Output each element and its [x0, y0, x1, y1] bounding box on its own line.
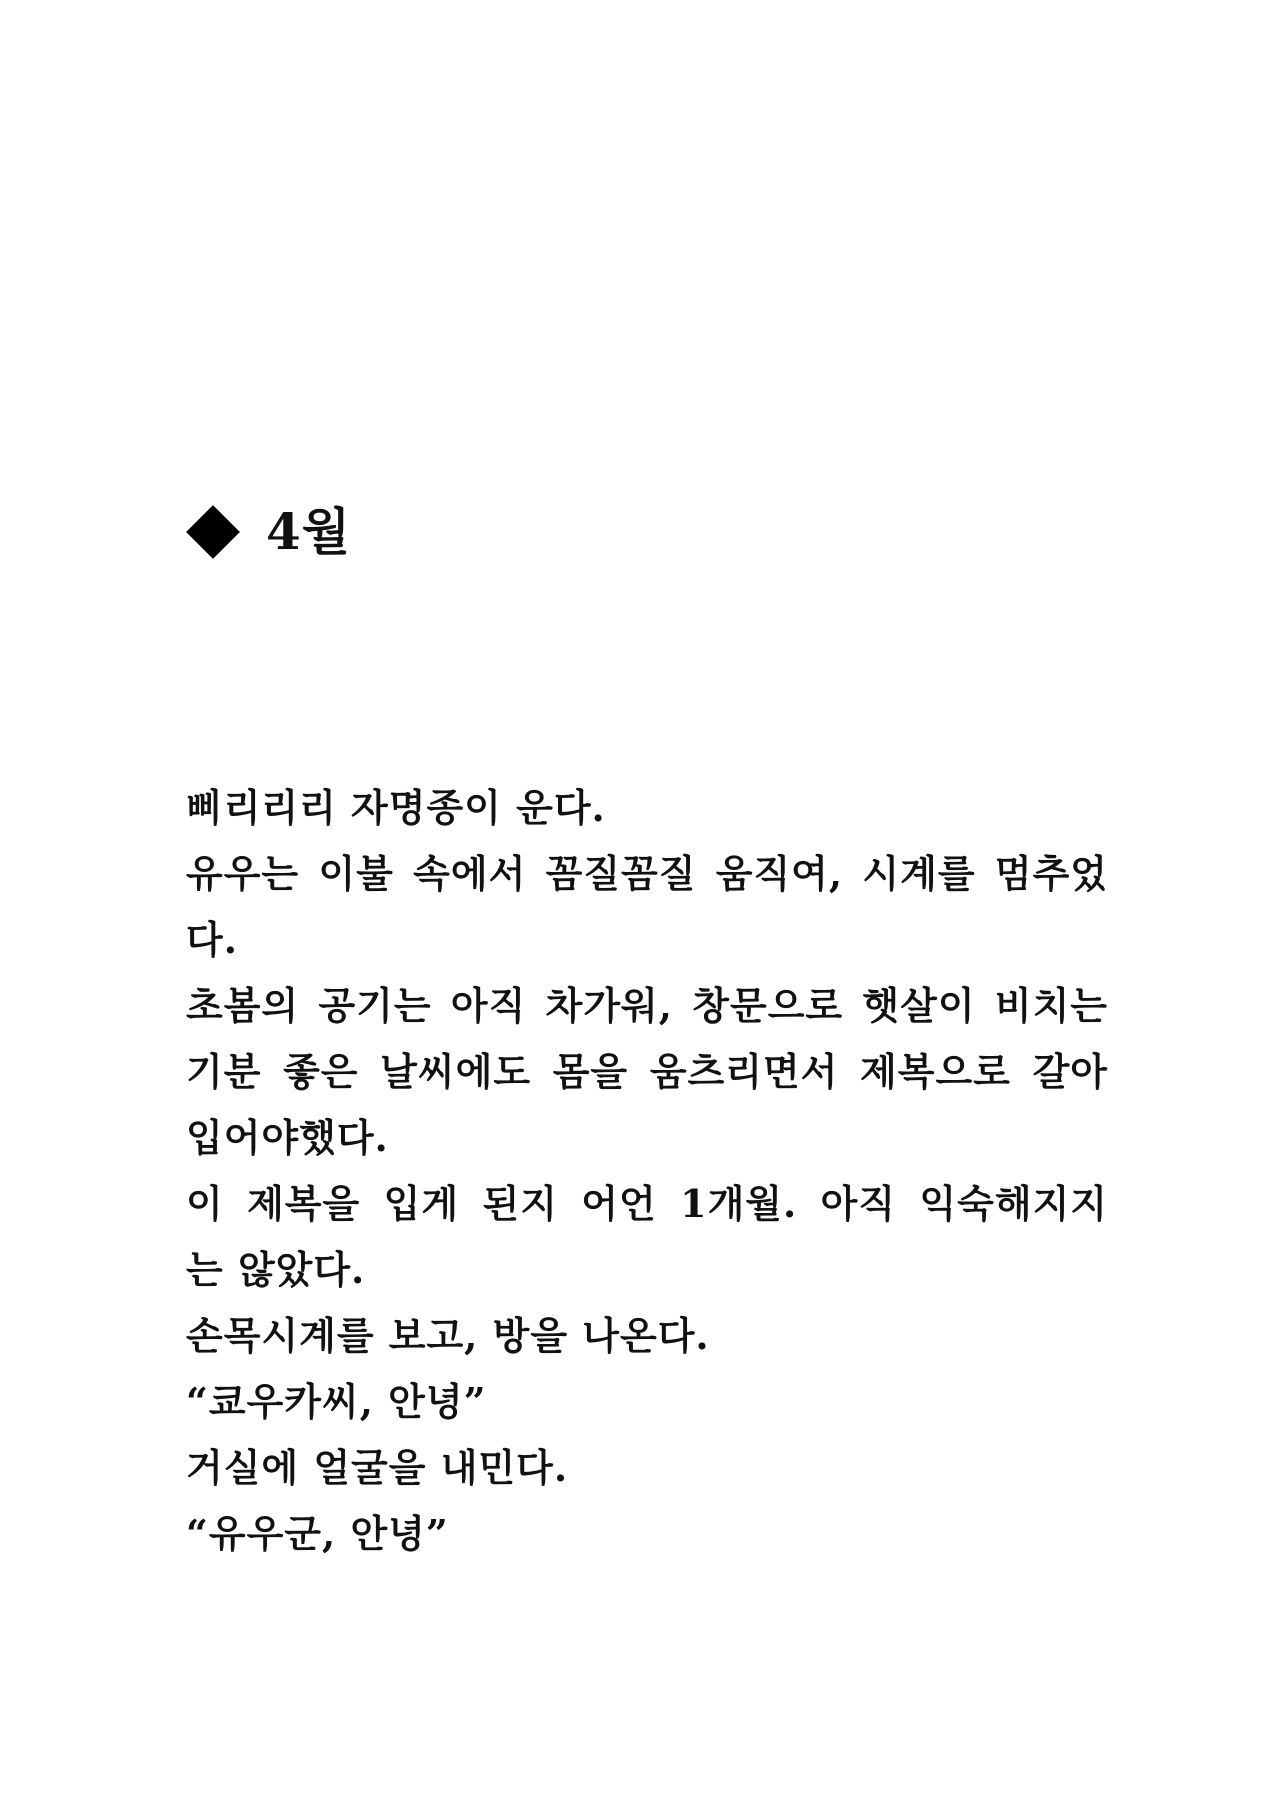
text-line: 초봄의 공기는 아직 차가워, 창문으로 햇살이 비치는 [186, 983, 1108, 1028]
body-text [186, 775, 1108, 1567]
diamond-bullet-icon [186, 505, 240, 559]
text-line: 는 않았다. [186, 1247, 366, 1292]
text-line: 이 제복을 입게 된지 어언 1개월. 아직 익숙해지지 [186, 1181, 1108, 1226]
text-line: 거실에 얼굴을 내민다. [186, 1445, 569, 1490]
text-line: 유우는 이불 속에서 꼼질꼼질 움직여, 시계를 멈추었 [186, 851, 1108, 896]
text-line: 다. [186, 917, 238, 962]
text-line: “쿄우카씨, 안녕” [186, 1379, 487, 1424]
text-line: 삐리리리 자명종이 운다. [186, 785, 606, 830]
text-line: 손목시계를 보고, 방을 나온다. [186, 1313, 710, 1358]
chapter-title: 4월 [266, 502, 352, 561]
text-line: 기분 좋은 날씨에도 몸을 움츠리면서 제복으로 갈아 [186, 1049, 1108, 1094]
chapter-heading [186, 497, 351, 567]
text-line: “유우군, 안녕” [186, 1511, 449, 1556]
text-line: 입어야했다. [186, 1115, 389, 1160]
